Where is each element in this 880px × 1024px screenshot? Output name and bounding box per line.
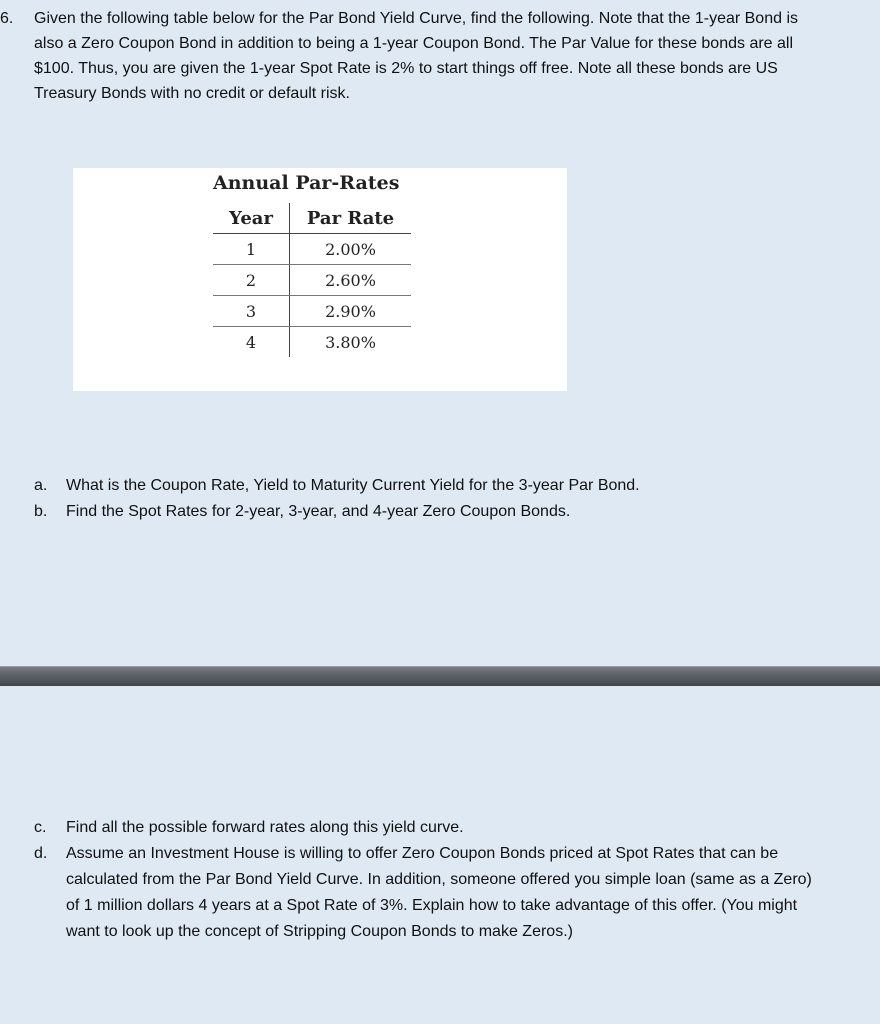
table-row — [213, 265, 411, 296]
table-row — [213, 296, 411, 327]
column-header-year: Year — [213, 203, 290, 234]
par-rate-cell: 2.60% — [290, 265, 412, 296]
part-c — [34, 815, 824, 841]
part-b — [34, 499, 824, 525]
sub-questions-a-b — [34, 473, 824, 525]
table-row — [213, 234, 411, 265]
table-title: Annual Par-Rates — [213, 172, 400, 194]
question-6 — [0, 6, 860, 106]
part-b-label: b. — [34, 503, 48, 520]
part-c-label: c. — [34, 819, 47, 836]
table-header-row — [213, 203, 411, 234]
sub-questions-c-d — [34, 815, 824, 945]
par-rate-cell: 2.00% — [290, 234, 412, 265]
part-b-text: Find the Spot Rates for 2-year, 3-year, and 4-year Zero Coupon Bonds. — [66, 503, 571, 520]
part-c-text: Find all the possible forward rates along this yield curve. — [66, 819, 464, 836]
part-a — [34, 473, 824, 499]
part-d-text: Assume an Investment House is willing to offer Zero Coupon Bonds priced at Spot Rates that can be calculated from the Par Bond Yield Curve. In addition, someone offered you simple loan (same as a Zero) of 1 million dollars 4 years at a Spot Rate of 3%. Explain how to take advantage of this offer. (You might want to look up the concept of Stripping Coupon Bonds to make Zeros.) — [66, 845, 812, 940]
year-cell: 3 — [213, 296, 290, 327]
question-number: 6. — [0, 10, 14, 27]
par-rates-table-image — [73, 168, 567, 391]
par-rate-cell: 3.80% — [325, 332, 376, 352]
year-cell: 1 — [213, 234, 290, 265]
column-header-par-rate: Par Rate — [290, 203, 412, 234]
par-rate-cell: 2.90% — [290, 296, 412, 327]
part-a-text: What is the Coupon Rate, Yield to Maturity Current Yield for the 3-year Par Bond. — [66, 477, 640, 494]
part-d — [34, 841, 824, 945]
year-cell: 2 — [213, 265, 290, 296]
year-cell: 4 — [213, 327, 290, 358]
section-divider — [0, 666, 880, 686]
table-row — [213, 327, 411, 358]
question-text: Given the following table below for the Par Bond Yield Curve, find the following. Note that the 1-year Bond is also a Zero Coupon Bond in addition to being a 1-year Coupon Bond. The Par Value for these bonds are all $100. Thus, you are given the 1-year Spot Rate is 2% to start things off free. Note all these bonds are US Treasury Bonds with no credit or default risk. — [34, 10, 798, 102]
part-a-label: a. — [34, 477, 48, 494]
part-d-label: d. — [34, 845, 48, 862]
par-rates-table — [213, 203, 411, 357]
